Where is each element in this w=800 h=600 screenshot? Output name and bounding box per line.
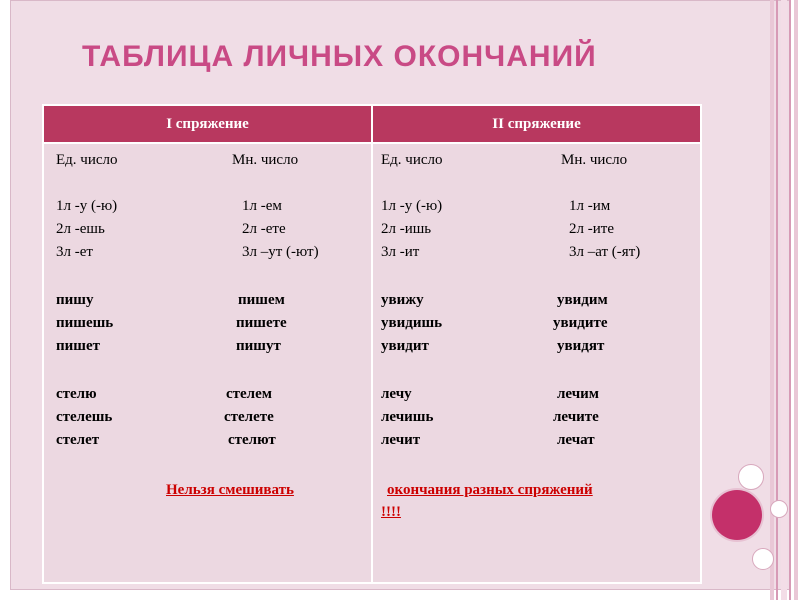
example-plural: увидят bbox=[557, 338, 605, 354]
example-singular: лечит bbox=[381, 432, 421, 448]
column-conjugation-2 bbox=[372, 143, 701, 583]
ending-plural: 1л -ем bbox=[242, 198, 282, 214]
ending-plural: 2л -ите bbox=[569, 221, 614, 237]
decorative-circle-large bbox=[712, 490, 762, 540]
warning-note: окончания разных спряжений bbox=[387, 482, 593, 498]
label-plural: Мн. число bbox=[561, 152, 628, 168]
example-plural: пишете bbox=[236, 315, 287, 331]
example-plural: лечат bbox=[557, 432, 595, 448]
example-plural: увидите bbox=[553, 315, 608, 331]
ending-singular: 2л -ешь bbox=[56, 221, 105, 237]
header-conjugation-2: II спряжение bbox=[372, 105, 701, 143]
example-singular: пишу bbox=[56, 292, 94, 308]
example-singular: лечу bbox=[381, 386, 412, 402]
example-singular: лечишь bbox=[381, 409, 434, 425]
example-plural: лечим bbox=[557, 386, 600, 402]
ending-plural: 3л –ут (-ют) bbox=[242, 244, 319, 260]
example-singular: увижу bbox=[381, 292, 424, 308]
example-plural: стелем bbox=[226, 386, 272, 402]
ending-singular: 3л -ет bbox=[56, 244, 93, 260]
example-plural: стелют bbox=[228, 432, 276, 448]
ending-singular: 3л -ит bbox=[381, 244, 420, 260]
ending-plural: 1л -им bbox=[569, 198, 611, 214]
decorative-circle bbox=[752, 548, 774, 570]
example-singular: стелю bbox=[56, 386, 97, 402]
example-singular: увидишь bbox=[381, 315, 443, 331]
header-conjugation-1: I спряжение bbox=[43, 105, 372, 143]
label-plural: Мн. число bbox=[232, 152, 299, 168]
label-singular: Ед. число bbox=[56, 152, 118, 168]
warning-note: Нельзя смешивать bbox=[166, 482, 294, 498]
example-singular: увидит bbox=[381, 338, 429, 354]
ending-plural: 2л -ете bbox=[242, 221, 286, 237]
decorative-circle bbox=[770, 500, 788, 518]
label-singular: Ед. число bbox=[381, 152, 443, 168]
example-singular: пишет bbox=[56, 338, 100, 354]
endings-table bbox=[42, 104, 702, 584]
example-singular: стелешь bbox=[56, 409, 113, 425]
example-plural: лечите bbox=[553, 409, 599, 425]
ending-singular: 1л -у (-ю) bbox=[381, 198, 443, 214]
example-singular: пишешь bbox=[56, 315, 114, 331]
example-plural: стелете bbox=[224, 409, 274, 425]
ending-plural: 3л –ат (-ят) bbox=[569, 244, 641, 260]
ending-singular: 1л -у (-ю) bbox=[56, 198, 118, 214]
example-plural: увидим bbox=[557, 292, 608, 308]
decorative-circle bbox=[738, 464, 764, 490]
ending-singular: 2л -ишь bbox=[381, 221, 432, 237]
example-plural: пишут bbox=[236, 338, 281, 354]
column-conjugation-1 bbox=[43, 143, 372, 583]
slide-title: ТАБЛИЦА ЛИЧНЫХ ОКОНЧАНИЙ bbox=[82, 40, 597, 73]
warning-exclamation: !!!! bbox=[381, 504, 401, 520]
example-plural: пишем bbox=[238, 292, 285, 308]
example-singular: стелет bbox=[56, 432, 100, 448]
